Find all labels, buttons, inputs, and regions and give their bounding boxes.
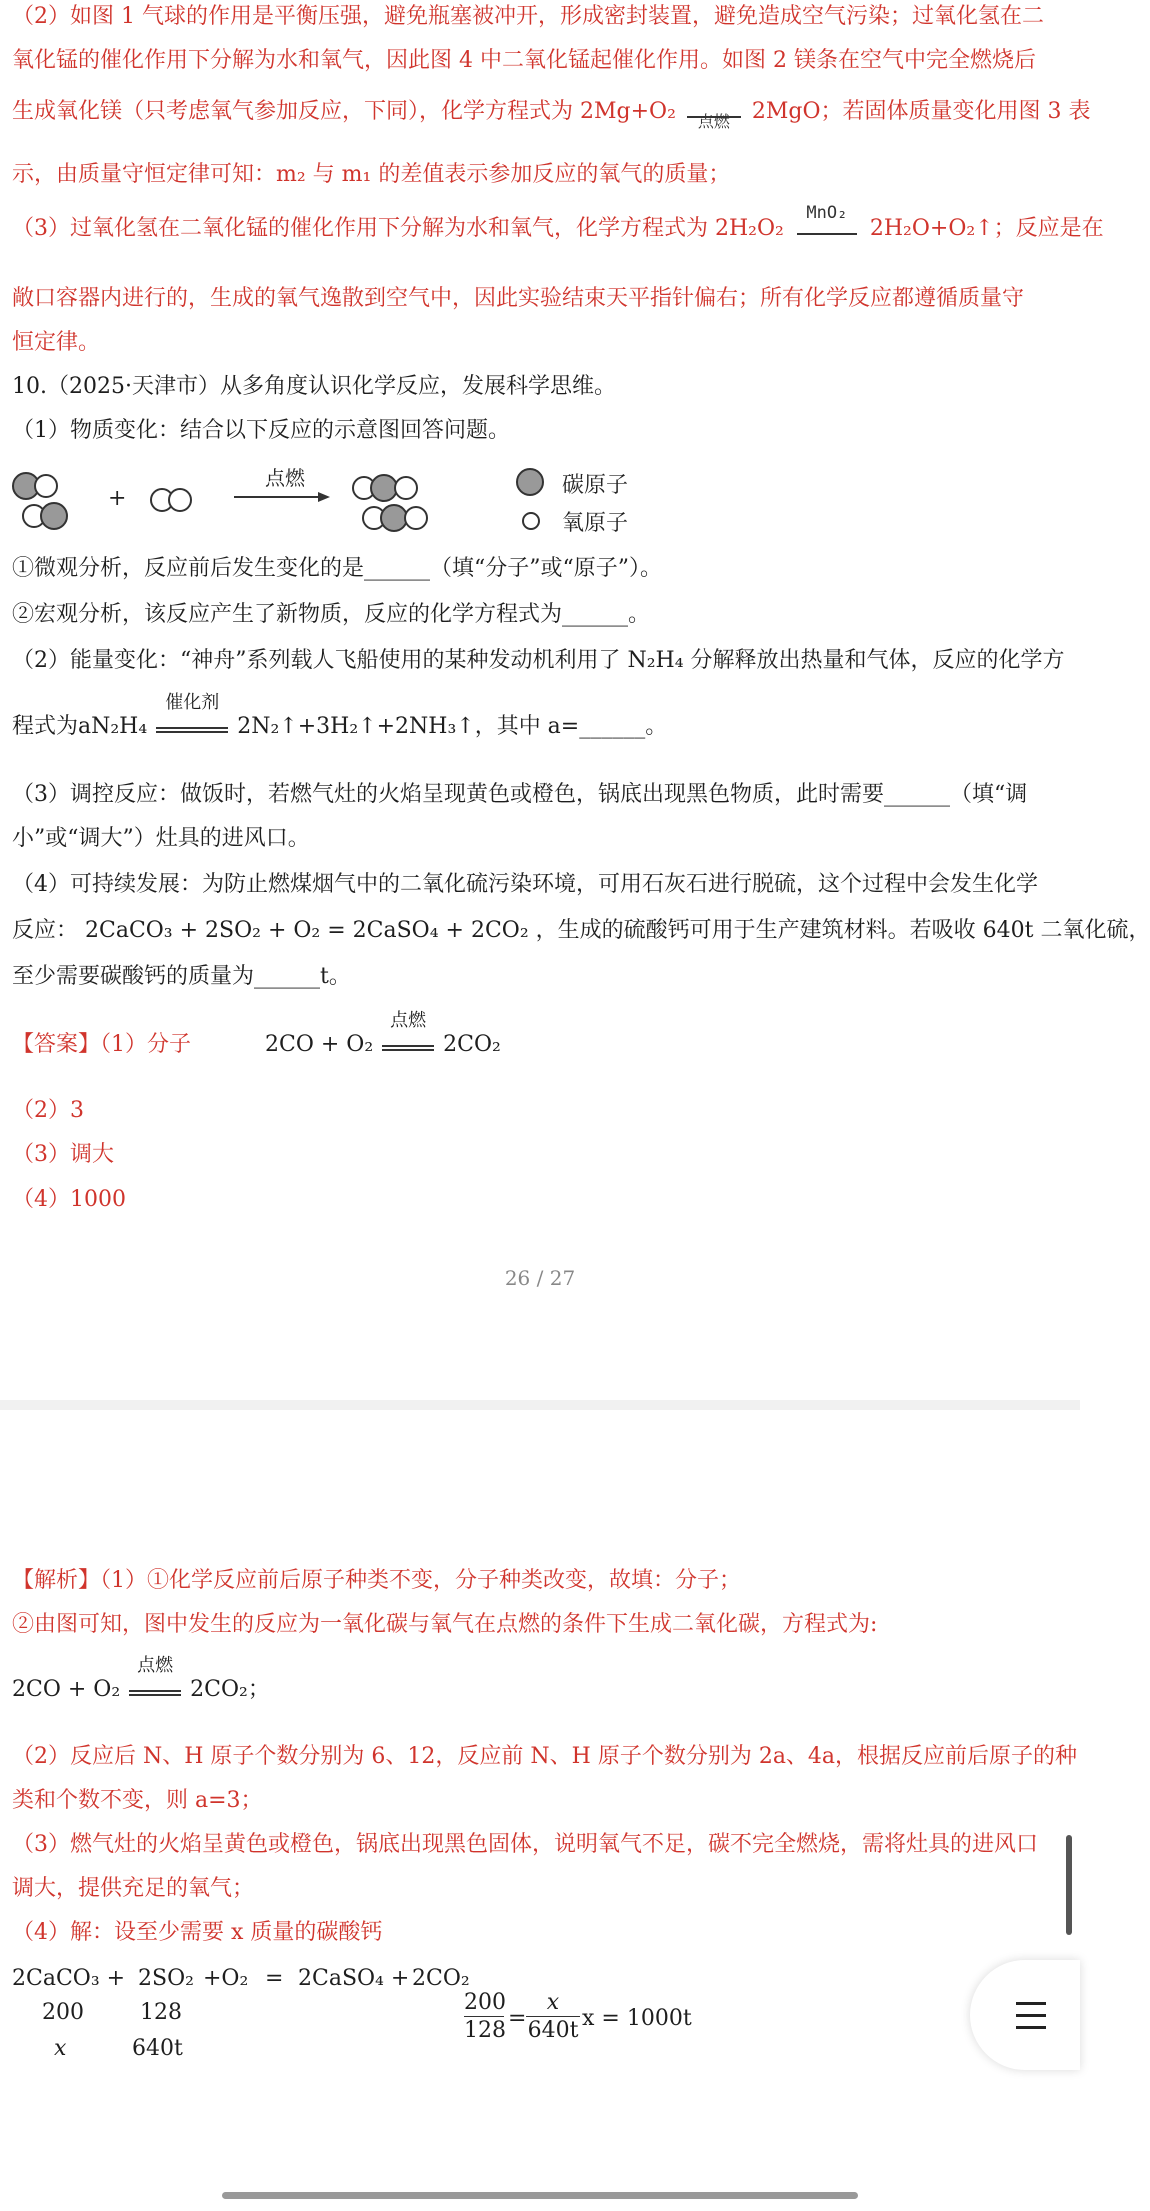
analysis-line: （3）燃气灶的火焰呈黄色或橙色，锅底出现黑色固体，说明氧气不足，碳不完全燃烧，需将灶具的进风口 <box>12 1832 1039 1857</box>
text-line: （2）如图 1 气球的作用是平衡压强，避免瓶塞被冲开，形成密封装置，避免造成空气污染；过氧化氢在二 <box>12 4 1044 29</box>
fraction: 200 128 <box>464 1990 506 2043</box>
page-separator <box>0 1400 1080 1410</box>
analysis-line: ②由图可知，图中发生的反应为一氧化碳与氧气在点燃的条件下生成二氧化碳，方程式为: <box>12 1612 878 1637</box>
reaction-condition: 催化剂 <box>156 717 228 733</box>
fraction: x 640t <box>527 1990 579 2043</box>
page-number: 26 / 27 <box>504 1266 576 1290</box>
calculation-block: 2CaCO₃ + 2SO₂ +O₂ = 2CaSO₄ + 2CO₂ 200 128 x 640t 200 128 = x 640t x = 1000t <box>12 1966 692 2061</box>
oxygen-atom <box>34 474 58 498</box>
menu-icon <box>1016 2026 1046 2029</box>
equation-line: 生成氧化镁（只考虑氧气参加反应，下同），化学方程式为 2Mg+O₂ 点燃 2MgO；若固体质量变化用图 3 表 <box>12 90 1068 127</box>
question-part: （2）能量变化：“神舟”系列载人飞船使用的某种发动机利用了 N₂H₄ 分解释放出热量和气体，反应的化学方 <box>12 648 1065 673</box>
text-line: 示，由质量守恒定律可知：m₂ 与 m₁ 的差值表示参加反应的氧气的质量； <box>12 162 731 187</box>
text-line: 氧化锰的催化作用下分解为水和氧气，因此图 4 中二氧化锰起催化作用。如图 2 镁条在空气中完全燃烧后 <box>12 48 1036 73</box>
menu-button[interactable] <box>970 1960 1080 2070</box>
menu-icon <box>1016 2002 1046 2005</box>
carbon-atom <box>40 502 68 530</box>
text-line: 敞口容器内进行的，生成的氧气逸散到空气中，因此实验结束天平指针偏右；所有化学反应都遵循质量守 <box>12 286 1025 311</box>
question-part: 反应： 2CaCO₃ + 2SO₂ + O₂ = 2CaSO₄ + 2CO₂ ，生成的硫酸钙可用于生产建筑材料。若吸收 640t 二氧化硫， <box>12 918 1150 943</box>
reaction-arrow-icon <box>232 490 332 504</box>
question-part: 至少需要碳酸钙的质量为______t。 <box>12 964 351 989</box>
answer-line: （3）调大 <box>12 1142 114 1167</box>
home-indicator[interactable] <box>222 2192 858 2199</box>
analysis-line: 调大，提供充足的氧气； <box>12 1876 255 1901</box>
scrollbar[interactable] <box>1066 1835 1072 1935</box>
question-part: （1）物质变化：结合以下反应的示意图回答问题。 <box>12 418 510 443</box>
oxygen-atom <box>168 488 192 512</box>
oxygen-atom <box>394 476 418 500</box>
plus-sign: + <box>108 486 127 511</box>
question-part: ①微观分析，反应前后发生变化的是______（填“分子”或“原子”）。 <box>12 556 662 581</box>
analysis-tag: 【解析】 <box>12 1568 101 1593</box>
question-title: 10.（2025·天津市）从多角度认识化学反应，发展科学思维。 <box>12 374 616 399</box>
reaction-diagram <box>0 462 700 542</box>
analysis-line: （2）反应后 N、H 原子个数分别为 6、12，反应前 N、H 原子个数分别为 2a、4a，根据反应前后原子的种 <box>12 1744 1078 1769</box>
answer-tag: 【答案】 <box>12 1032 101 1057</box>
question-part: ②宏观分析，该反应产生了新物质，反应的化学方程式为______。 <box>12 602 651 627</box>
reaction-condition: MnO₂ <box>797 205 857 235</box>
arrow-label: 点燃 <box>265 466 305 490</box>
answer-line: （2）3 <box>12 1098 84 1123</box>
equation-line: 程式为aN₂H₄ 催化剂 2N₂↑+3H₂↑+2NH₃↑，其中 a=______。 <box>12 692 668 739</box>
question-part: （3）调控反应：做饭时，若燃气灶的火焰呈现黄色或橙色，锅底出现黑色物质，此时需要______（填“调 <box>12 782 1028 807</box>
menu-icon <box>1016 2014 1046 2017</box>
analysis-line: 【解析】（1）①化学反应前后原子种类不变，分子种类改变，故填：分子； <box>12 1568 742 1593</box>
legend-oxygen: 氧原子 <box>562 511 629 536</box>
question-part: 小”或“调大”）灶具的进风口。 <box>12 826 310 851</box>
oxygen-legend-icon <box>522 512 540 530</box>
reaction-condition: 点燃 <box>687 90 741 118</box>
answer-line: （4）1000 <box>12 1187 126 1212</box>
carbon-legend-icon <box>516 468 544 496</box>
oxygen-atom <box>404 506 428 530</box>
analysis-line: （4）解：设至少需要 x 质量的碳酸钙 <box>12 1920 383 1945</box>
analysis-line: 类和个数不变，则 a=3； <box>12 1788 263 1813</box>
legend-carbon: 碳原子 <box>562 473 629 498</box>
equation-line: （3）过氧化氢在二氧化锰的催化作用下分解为水和氧气，化学方程式为 2H₂O₂ MnO₂ 2H₂O+O₂↑；反应是在 <box>12 203 1104 241</box>
equation-line: 2CO + O₂ 点燃 2CO₂； <box>12 1655 270 1702</box>
answer-line: 【答案】（1）分子 2CO + O₂ 点燃 2CO₂ <box>12 1010 501 1057</box>
question-part: （4）可持续发展：为防止燃煤烟气中的二氧化硫污染环境，可用石灰石进行脱硫，这个过程中会发生化学 <box>12 872 1039 897</box>
reaction-condition: 点燃 <box>382 1035 434 1051</box>
document-page-27 <box>0 1410 1080 2211</box>
reaction-condition: 点燃 <box>129 1680 181 1696</box>
text-line: 恒定律。 <box>12 330 101 355</box>
